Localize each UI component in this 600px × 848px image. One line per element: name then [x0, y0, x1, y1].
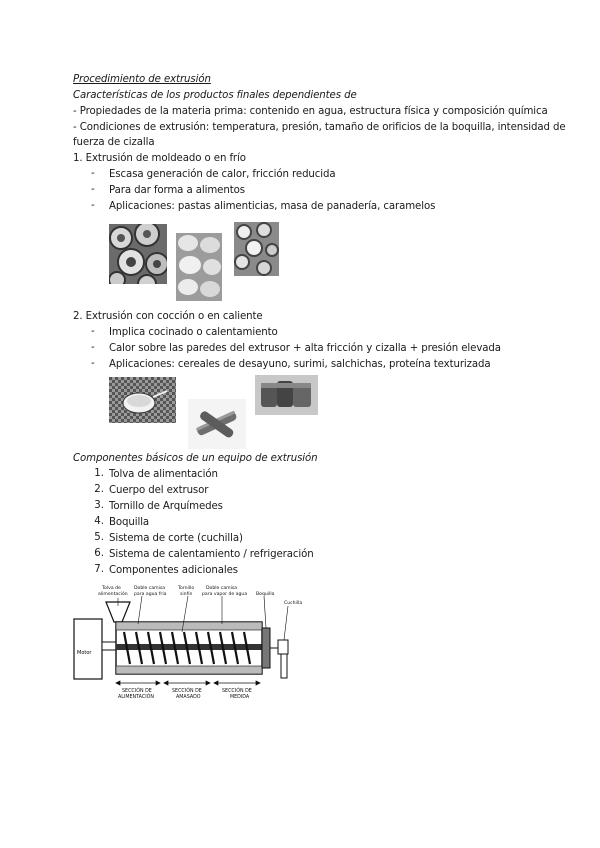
section2-item: Aplicaciones: cereales de desayuno, surimi, salchichas, proteína texturizada [109, 359, 491, 370]
sausages-image [255, 375, 318, 415]
list-dash: - [91, 184, 95, 195]
bullet-condiciones-cont: fuerza de cizalla [73, 137, 155, 148]
label-boquilla: Boquilla [256, 592, 275, 597]
extruder-diagram [72, 582, 322, 704]
component-number: 4. [94, 516, 104, 527]
label-camisa-vapor: Doble camisa [206, 586, 238, 591]
label-camisa-fria: Doble camisa [134, 586, 166, 591]
component-number: 5. [94, 532, 104, 543]
list-dash: - [91, 200, 95, 211]
label-seccion-alimentacion: SECCIÓN DE [122, 689, 152, 694]
motor-box [74, 619, 102, 679]
component-item: Boquilla [109, 517, 150, 528]
label-seccion-medida: SECCIÓN DE [222, 689, 252, 694]
dough-image [176, 233, 222, 301]
component-number: 2. [94, 484, 104, 495]
component-item: Tornillo de Arquímedes [109, 501, 223, 512]
component-item: Componentes adicionales [109, 565, 238, 576]
list-dash: - [91, 342, 95, 353]
subheading: Características de los productos finales dependientes de [73, 90, 357, 101]
bullet-condiciones: - Condiciones de extrusión: temperatura, presión, tamaño de orificios de la boquilla, intensidad de [73, 122, 566, 133]
label-tornillo: sinfín [180, 592, 193, 597]
label-cuchilla: Cuchilla [284, 601, 303, 606]
component-number: 3. [94, 500, 104, 511]
heading: Procedimiento de extrusión [73, 74, 211, 85]
label-seccion-alimentacion: ALIMENTACIÓN [118, 695, 155, 700]
pasta-rotelle-image [109, 224, 167, 284]
section1-title: 1. Extrusión de moldeado o en frío [73, 153, 246, 164]
list-dash: - [91, 358, 95, 369]
cereal-image [109, 377, 176, 423]
cutter-shape [278, 640, 288, 654]
label-camisa-vapor: para vapor de agua [202, 592, 248, 597]
label-tolva: alimentación [98, 592, 128, 597]
component-number: 6. [94, 548, 104, 559]
label-seccion-medida: MEDIDA [230, 695, 250, 700]
section2-item: Calor sobre las paredes del extrusor + alta fricción y cizalla + presión elevada [109, 343, 501, 354]
component-item: Sistema de calentamiento / refrigeración [109, 549, 314, 560]
label-camisa-fria: para agua fría [134, 592, 167, 597]
component-item: Cuerpo del extrusor [109, 485, 209, 496]
component-item: Sistema de corte (cuchilla) [109, 533, 243, 544]
list-dash: - [91, 168, 95, 179]
section1-item: Escasa generación de calor, fricción reducida [109, 169, 336, 180]
section2-title: 2. Extrusión con cocción o en caliente [73, 311, 263, 322]
motor-label: Motor [77, 650, 92, 656]
component-number: 1. [94, 468, 104, 479]
label-seccion-amasado: SECCIÓN DE [172, 689, 202, 694]
list-dash: - [91, 326, 95, 337]
section1-item: Para dar forma a alimentos [109, 185, 245, 196]
label-seccion-amasado: AMASADO [176, 695, 201, 700]
die-shape [262, 628, 270, 668]
section2-item: Implica cocinado o calentamiento [109, 327, 278, 338]
surimi-sticks-image [188, 399, 246, 449]
component-number: 7. [94, 564, 104, 575]
section1-item: Aplicaciones: pastas alimenticias, masa de panadería, caramelos [109, 201, 436, 212]
component-item: Tolva de alimentación [109, 469, 218, 480]
candy-image [234, 222, 279, 276]
label-tornillo: Tornillo [178, 586, 195, 591]
bullet-materia-prima: - Propiedades de la materia prima: contenido en agua, estructura física y composición química [73, 106, 548, 117]
components-title: Componentes básicos de un equipo de extrusión [73, 453, 318, 464]
label-tolva: Tolva de [102, 586, 121, 591]
